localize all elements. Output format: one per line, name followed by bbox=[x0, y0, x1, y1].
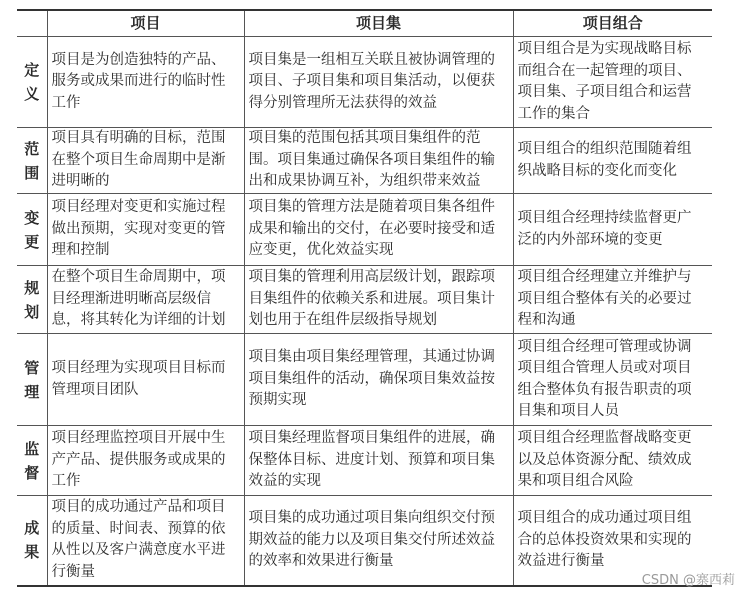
cell-program: 项目集的管理利用高层级计划，跟踪项 目集组件的依赖关系和进展。项目集计 划也用于在组件层级指导规划 bbox=[244, 266, 513, 334]
table-row bbox=[17, 37, 712, 128]
header-portfolio: 项目组合 bbox=[513, 10, 712, 37]
cell-project: 项目经理为实现项目目标而 管理项目团队 bbox=[47, 334, 244, 426]
table-row bbox=[17, 266, 712, 334]
cell-portfolio: 项目组合的组织范围随着组 织战略目标的变化而变化 bbox=[513, 128, 712, 194]
header-project: 项目 bbox=[47, 10, 244, 37]
cell-program: 项目集的管理方法是随着项目集各组件 成果和输出的交付，在必要时接受和适 应变更，优化效益实现 bbox=[244, 194, 513, 266]
row-label: 范 围 bbox=[17, 128, 47, 194]
table-row bbox=[17, 194, 712, 266]
cell-portfolio: 项目组合经理建立并维护与 项目组合整体有关的必要过 程和沟通 bbox=[513, 266, 712, 334]
table-row bbox=[17, 334, 712, 426]
cell-project: 项目具有明确的目标，范围 在整个项目生命周期中是渐 进明晰的 bbox=[47, 128, 244, 194]
row-label: 成 果 bbox=[17, 496, 47, 586]
cell-portfolio: 项目组合经理可管理或协调 项目组合管理人员或对项目 组合整体负有报告职责的项 目集和项目人员 bbox=[513, 334, 712, 426]
row-label: 定 义 bbox=[17, 37, 47, 128]
cell-program: 项目集由项目集经理管理，其通过协调 项目集组件的活动，确保项目集效益按 预期实现 bbox=[244, 334, 513, 426]
cell-program: 项目集是一组相互关联且被协调管理的 项目、子项目集和项目集活动，以便获 得分别管理所无法获得的效益 bbox=[244, 37, 513, 128]
cell-program: 项目集的成功通过项目集向组织交付预 期效益的能力以及项目集交付所述效益 的效率和效果进行衡量 bbox=[244, 496, 513, 586]
row-label: 规 划 bbox=[17, 266, 47, 334]
header-program: 项目集 bbox=[244, 10, 513, 37]
cell-portfolio: 项目组合的成功通过项目组 合的总体投资效果和实现的 效益进行衡量 bbox=[513, 496, 712, 586]
row-label: 管 理 bbox=[17, 334, 47, 426]
table-row bbox=[17, 426, 712, 496]
cell-project: 项目是为创造独特的产品、 服务或成果而进行的临时性 工作 bbox=[47, 37, 244, 128]
cell-portfolio: 项目组合经理监督战略变更 以及总体资源分配、绩效成 果和项目组合风险 bbox=[513, 426, 712, 496]
watermark: CSDN @寨西莉 bbox=[641, 573, 735, 588]
row-label: 变 更 bbox=[17, 194, 47, 266]
header-row bbox=[17, 10, 712, 37]
cell-project: 项目经理对变更和实施过程 做出预期，实现对变更的管 理和控制 bbox=[47, 194, 244, 266]
cell-portfolio: 项目组合经理持续监督更广 泛的内外部环境的变更 bbox=[513, 194, 712, 266]
cell-project: 在整个项目生命周期中，项 目经理渐进明晰高层级信 息，将其转化为详细的计划 bbox=[47, 266, 244, 334]
cell-portfolio: 项目组合是为实现战略目标 而组合在一起管理的项目、 项目集、子项目组合和运营 工作的集合 bbox=[513, 37, 712, 128]
comparison-table bbox=[17, 9, 712, 587]
table-row bbox=[17, 128, 712, 194]
corner-cell bbox=[17, 10, 47, 37]
cell-program: 项目集的范围包括其项目集组件的范 围。项目集通过确保各项目集组件的输 出和成果协调互补，为组织带来效益 bbox=[244, 128, 513, 194]
row-label: 监 督 bbox=[17, 426, 47, 496]
cell-project: 项目的成功通过产品和项目 的质量、时间表、预算的依 从性以及客户满意度水平进 行衡量 bbox=[47, 496, 244, 586]
table-row bbox=[17, 496, 712, 586]
cell-program: 项目集经理监督项目集组件的进展，确 保整体目标、进度计划、预算和项目集 效益的实现 bbox=[244, 426, 513, 496]
cell-project: 项目经理监控项目开展中生 产产品、提供服务或成果的 工作 bbox=[47, 426, 244, 496]
